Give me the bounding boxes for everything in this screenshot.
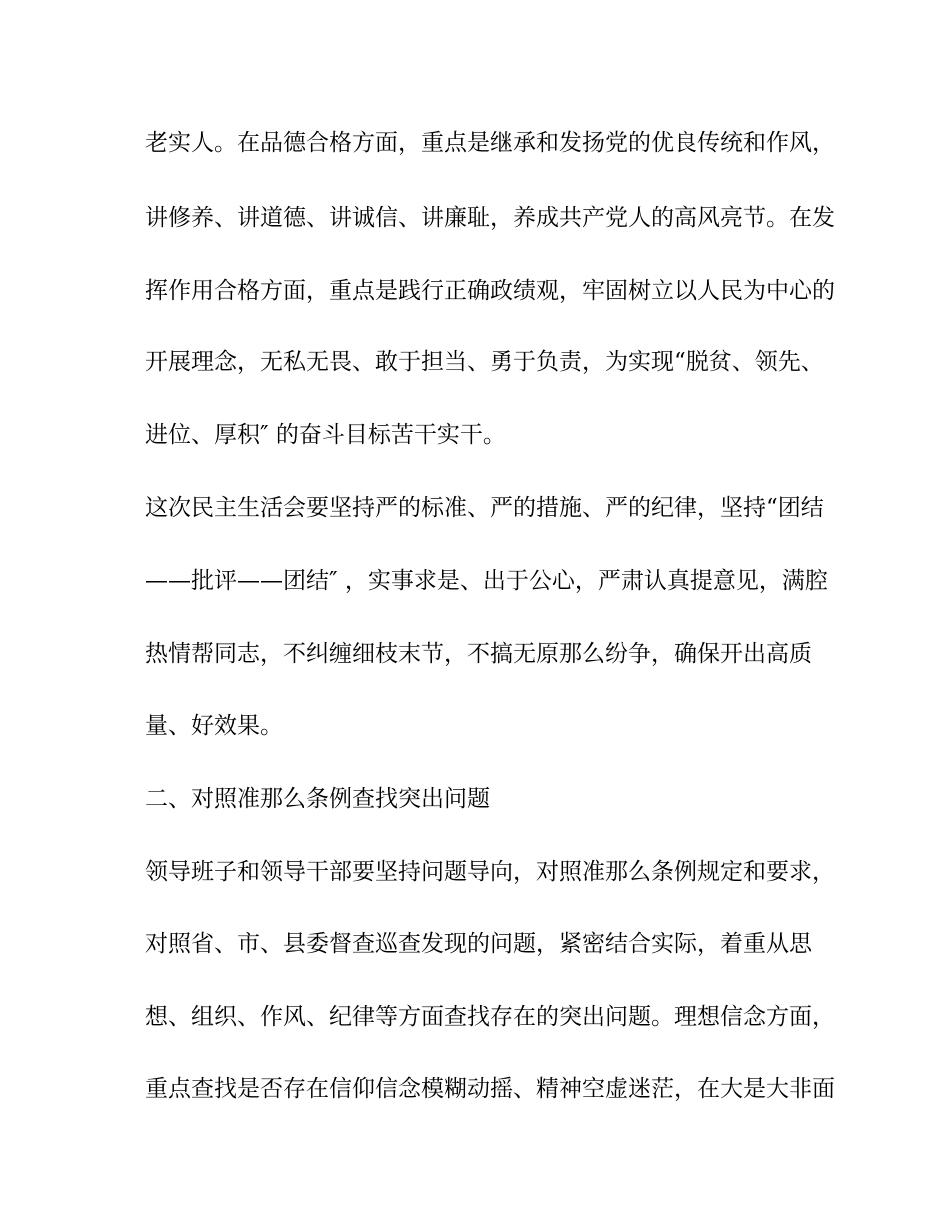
text-line-7: ——批评——团结″ ，实事求是、出于公心，严肃认真提意见，满腔 bbox=[145, 568, 828, 594]
text-line-2: 讲修养、讲道德、讲诚信、讲廉耻，养成共产党人的高风亮节。在发 bbox=[145, 205, 835, 231]
text-line-1: 老实人。在品德合格方面，重点是继承和发扬党的优良传统和作风， bbox=[145, 130, 835, 156]
text-line-8: 热情帮同志，不纠缠细枝末节，不搞无原那么纷争，确保开出高质 bbox=[145, 641, 812, 667]
text-line-6: 这次民主生活会要坚持严的标准、严的措施、严的纪律，坚持“团结 bbox=[145, 495, 824, 521]
text-line-12: 对照省、市、县委督查巡查发现的问题，紧密结合实际，着重从思 bbox=[145, 931, 812, 957]
text-line-5: 进位、厚积″ 的奋斗目标苦干实干。 bbox=[145, 422, 506, 448]
text-line-13: 想、组织、作风、纪律等方面查找存在的突出问题。理想信念方面， bbox=[145, 1004, 835, 1030]
text-line-3: 挥作用合格方面，重点是践行正确政绩观，牢固树立以人民为中心的 bbox=[145, 278, 835, 304]
text-line-11: 领导班子和领导干部要坚持问题导向，对照准那么条例规定和要求， bbox=[145, 859, 835, 885]
text-line-14: 重点查找是否存在信仰信念模糊动摇、精神空虚迷茫，在大是大非面 bbox=[145, 1076, 835, 1102]
text-line-9: 量、好效果。 bbox=[145, 713, 283, 739]
text-line-4: 开展理念，无私无畏、敢于担当、勇于负责，为实现“脱贫、领先、 bbox=[145, 349, 824, 375]
section-heading: 二、对照准那么条例查找突出问题 bbox=[145, 786, 490, 812]
